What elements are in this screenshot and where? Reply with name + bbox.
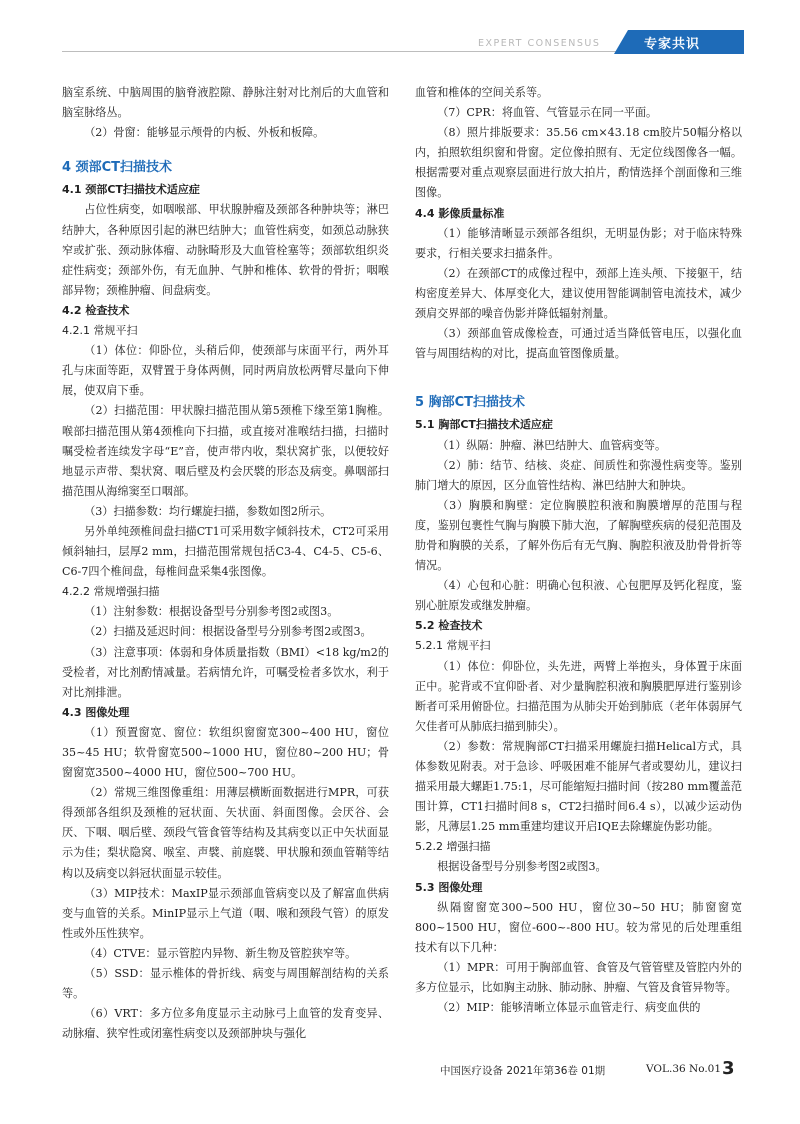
paragraph: （7）CPR：将血管、气管显示在同一平面。 — [437, 106, 658, 120]
paragraph: （5）SSD：显示椎体的骨折线、病变与周围解剖结构的关系等。 — [62, 967, 389, 1001]
paragraph: （1）MPR：可用于胸部血管、食管及气管管壁及管腔内外的多方位显示，比如胸主动脉、肺动脉、肿瘤、气管及食管异物等。 — [415, 960, 742, 995]
paragraph: （1）注射参数：根据设备型号分别参考图2或图3。 — [84, 605, 339, 619]
paragraph: （2）在颈部CT的成像过程中，颈部上连头颅、下接躯干，结构密度差异大、体厚变化大，建议使用智能调制管电流技术，减少颈肩交界部的噪音伪影并降低辐射剂量。 — [415, 266, 742, 321]
paragraph: （2）骨窗：能够显示颅骨的内板、外板和板障。 — [84, 126, 325, 140]
section-heading: 5 胸部CT扫描技术 — [415, 395, 525, 411]
paragraph: （3）MIP技术：MaxIP显示颈部血管病变以及了解富血供病变与血管的关系。MinIP显示上气道（咽、喉和颈段气管）的原发性或外压性狭窄。 — [62, 886, 389, 940]
paragraph: 另外单纯颈椎间盘扫描CT1可采用数字倾斜技术，CT2可采用倾斜轴扫，层厚2 mm，扫描范围常规包括C3-4、C4-5、C5-6、C6-7四个椎间盘，每椎间盘采集4张图像。 — [62, 524, 389, 579]
right-column — [415, 83, 742, 1018]
paragraph: （2）参数：常规胸部CT扫描采用螺旋扫描Helical方式，具体参数见附表。对于急诊、呼吸困难不能屏气者或婴幼儿，建议扫描采用最大螺距1.75:1，尽可能缩短扫描时间（按280 mm覆盖范围计算，CT1扫描时间8 s，CT2扫描时间6.4 s），以减少运动伪影，凡薄层1.25 mm重建均建议开启IQE去除螺旋伪影功能。 — [415, 739, 742, 834]
subsection-heading: 5.1 胸部CT扫描技术适应症 — [415, 418, 553, 432]
header-section-en: EXPERT CONSENSUS — [478, 38, 601, 49]
subsection-heading: 4.2 检查技术 — [62, 303, 130, 317]
paragraph: （6）VRT：多方位多角度显示主动脉弓上血管的发育变异、动脉瘤、狭窄性或闭塞性病变以及颈部肿块与强化 — [62, 1007, 389, 1041]
subsection-heading: 4.4 影像质量标准 — [415, 206, 505, 220]
section-heading: 4 颈部CT扫描技术 — [62, 160, 172, 176]
paragraph: （8）照片排版要求：35.56 cm×43.18 cm胶片50幅分格以内，拍照软组织窗和骨窗。定位像拍照有、无定位线图像各一幅。根据需要对重点观察层面进行放大拍片，酌情选择个剖面像和三维图像。 — [415, 126, 742, 200]
paragraph: （4）CTVE：显示管腔内异物、新生物及管腔狭窄等。 — [84, 946, 357, 960]
left-column — [62, 83, 389, 1044]
footer-journal: 中国医疗设备 2021年第36卷 01期 — [440, 1065, 606, 1077]
paragraph: （3）胸膜和胸壁：定位胸膜腔积液和胸膜增厚的范围与程度，鉴别包裹性气胸与胸膜下肺大泡，了解胸壁疾病的侵犯范围及肋骨和胸膜的关系，了解外伤后有无气胸、胸腔积液及肋骨骨折等情况。 — [415, 498, 742, 573]
header-rule — [62, 51, 672, 52]
paragraph: （1）纵隔：肿瘤、淋巴结肿大、血管病变等。 — [437, 438, 667, 452]
subsection-heading: 5.2 检查技术 — [415, 619, 483, 633]
page-footer — [400, 1060, 745, 1080]
paragraph: （2）常规三维图像重组：用薄层横断面数据进行MPR，可获得颈部各组织及颈椎的冠状面、矢状面、斜面图像。会厌谷、会厌、下咽、咽后壁、颈段气管食管等结构及其病变以正中矢状面显示为佳；梨状隐窝、喉室、声襞、前庭襞、甲状腺和颈血管鞘等结构以及病变以斜冠状面显示较佳。 — [62, 786, 389, 880]
paragraph: （1）体位：仰卧位，头稍后仰，使颈部与床面平行，两外耳孔与床面等距，双臂置于身体两侧，同时两肩放松两臂尽量向下伸展，使双肩下垂。 — [62, 344, 389, 398]
subsection-heading: 4.1 颈部CT扫描技术适应症 — [62, 183, 200, 197]
page-header — [0, 30, 800, 52]
spacer — [415, 364, 742, 378]
paragraph: （1）能够清晰显示颈部各组织，无明显伪影；对于临床特殊要求，行相关要求扫描条件。 — [415, 226, 742, 260]
paragraph: 占位性病变，如咽喉部、甲状腺肿瘤及颈部各种肿块等；淋巴结肿大，各种原因引起的淋巴结肿大；血管性病变，如颈总动脉狭窄或扩张、颈动脉体瘤、动脉畸形及大血管栓塞等；颈部软组织炎症性病变；颈部外伤，有无血肿、气肿和椎体、软骨的骨折；咽喉部异物；颈椎肿瘤、间盘病变。 — [62, 203, 389, 297]
paragraph: 根据设备型号分别参考图2或图3。 — [437, 860, 607, 874]
paragraph: 纵隔窗窗宽300~500 HU，窗位30~50 HU；肺窗窗宽800~1500 HU，窗位-600~-800 HU。较为常见的后处理重组技术有以下几种： — [415, 900, 742, 954]
paragraph: 血管和椎体的空间关系等。 — [415, 86, 549, 99]
paragraph: （3）扫描参数：均行螺旋扫描，参数如图2所示。 — [84, 504, 332, 518]
subsubsection-heading: 4.2.2 常规增强扫描 — [62, 585, 160, 599]
subsection-heading: 4.3 图像处理 — [62, 705, 130, 719]
paragraph: （2）扫描及延迟时间：根据设备型号分别参考图2或图3。 — [84, 625, 372, 639]
page-number: 3 — [722, 1058, 735, 1079]
paragraph: （3）颈部血管成像检查，可通过适当降低管电压，以强化血管与周围结构的对比，提高血管图像质量。 — [415, 327, 742, 361]
paragraph: （2）MIP：能够清晰立体显示血管走行、病变血供的 — [437, 1001, 701, 1015]
subsubsection-heading: 5.2.2 增强扫描 — [415, 840, 491, 854]
subsubsection-heading: 5.2.1 常规平扫 — [415, 639, 491, 653]
header-section-cn: 专家共识 — [644, 37, 701, 52]
paragraph: （4）心包和心脏：明确心包积液、心包肥厚及钙化程度，鉴别心脏原发或继发肿瘤。 — [415, 579, 742, 613]
subsection-heading: 5.3 图像处理 — [415, 880, 483, 894]
subsubsection-heading: 4.2.1 常规平扫 — [62, 324, 138, 338]
paragraph: （1）预置窗宽、窗位：软组织窗窗宽300~400 HU，窗位35~45 HU；软骨窗宽500~1000 HU，窗位80~200 HU；骨窗窗宽3500~4000 HU，窗位500~700 HU。 — [62, 725, 389, 780]
paragraph: （2）扫描范围：甲状腺扫描范围从第5颈椎下缘至第1胸椎。喉部扫描范围从第4颈椎向下扫描，或直接对准喉结扫描，扫描时嘱受检者连续发字母“E”音，使声带内收，梨状窝扩张，以便较好地显示声带、梨状窝、咽后壁及杓会厌襞的形态及病变。鼻咽部扫描范围从海绵窦至口咽部。 — [62, 404, 389, 498]
paragraph: （1）体位：仰卧位，头先进，两臂上举抱头，身体置于床面正中。驼背或不宜仰卧者、对少量胸腔积液和胸膜肥厚进行鉴别诊断者可采用俯卧位。扫描范围为从肺尖开始到肺底（老年体弱屏气欠佳者可从肺底扫描到肺尖）。 — [415, 659, 742, 733]
paragraph: （3）注意事项：体弱和身体质量指数（BMI）<18 kg/m2的受检者，对比剂酌情减量。若病情允许，可嘱受检者多饮水，利于对比剂排泄。 — [62, 645, 389, 699]
paragraph: 脑室系统、中脑周围的脑脊液腔隙、静脉注射对比剂后的大血管和脑室脉络丛。 — [62, 86, 389, 120]
paragraph: （2）肺：结节、结核、炎症、间质性和弥漫性病变等。鉴别肺门增大的原因，区分血管性结构、淋巴结肿大和肿块。 — [415, 458, 742, 492]
footer-volume: VOL.36 No.01 — [646, 1063, 722, 1075]
